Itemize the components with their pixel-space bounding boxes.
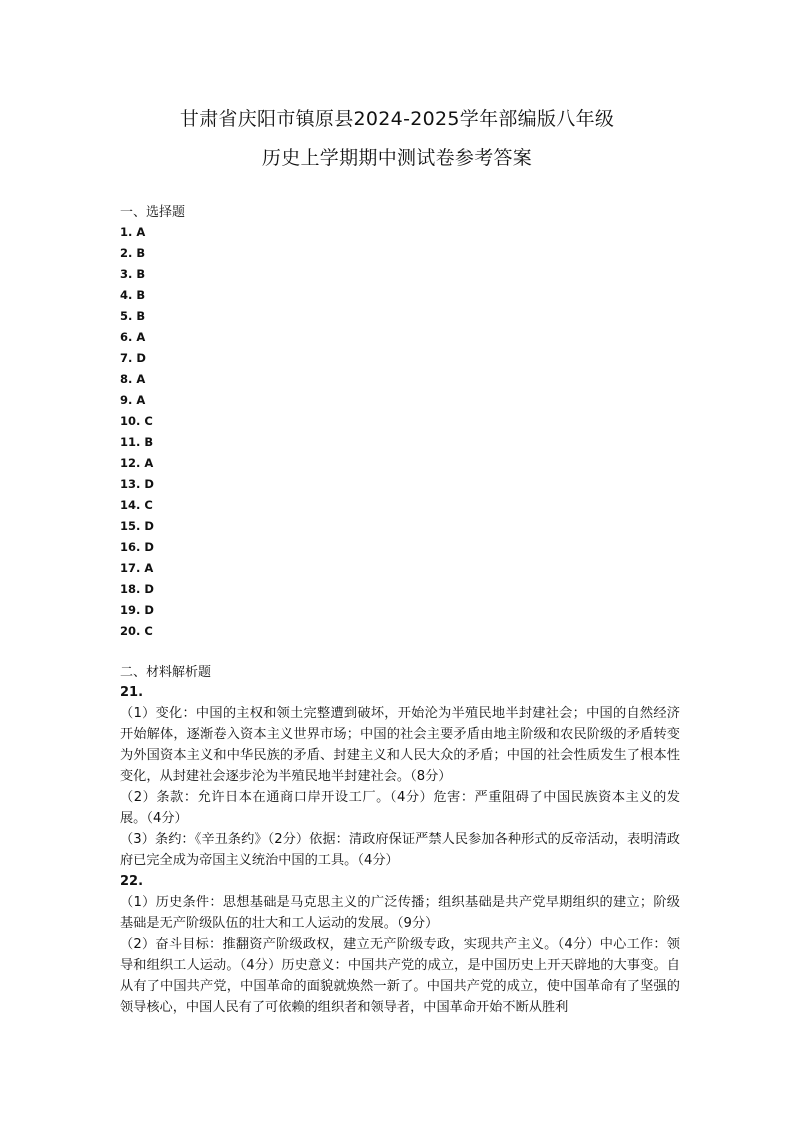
question-21-part-1: （1）变化：中国的主权和领土完整遭到破坏，开始沦为半殖民地半封建社会；中国的自然经济开始解体，逐渐卷入资本主义世界市场；中国的社会主要矛盾由地主阶级和农民阶级的矛盾转变为外国资本主义和中华民族的矛盾、封建主义和人民大众的矛盾；中国的社会性质发生了根本性变化，从封建社会逐步沦为半殖民地半封建社会。（8分）: [120, 706, 680, 784]
answer-item: 9. A: [120, 393, 146, 407]
answer-item: 7. D: [120, 351, 146, 365]
answer-item: 1. A: [120, 225, 146, 239]
document-title-line-2: 历史上学期期中测试卷参考答案: [261, 147, 533, 169]
answer-list: [120, 222, 680, 642]
section-heading-material: 二、材料解析题: [120, 665, 212, 680]
document-body: [120, 204, 680, 1018]
answer-item: 5. B: [120, 309, 146, 323]
answer-item: 14. C: [120, 498, 153, 512]
answer-item: 20. C: [120, 624, 153, 638]
question-21-part-3: （3）条约：《辛丑条约》（2分）依据：清政府保证严禁人民参加各种形式的反帝活动，表明清政府已完全成为帝国主义统治中国的工具。（4分）: [120, 832, 680, 868]
answer-item: 16. D: [120, 540, 154, 554]
answer-item: 11. B: [120, 435, 154, 449]
question-22-part-1: （1）历史条件：思想基础是马克思主义的广泛传播；组织基础是共产党早期组织的建立；阶级基础是无产阶级队伍的壮大和工人运动的发展。（9分）: [120, 895, 680, 931]
section-heading-choice: 一、选择题: [120, 205, 186, 220]
answer-item: 8. A: [120, 372, 146, 386]
answer-item: 17. A: [120, 561, 154, 575]
answer-item: 10. C: [120, 414, 153, 428]
question-number-21: 21.: [120, 685, 144, 700]
answer-item: 19. D: [120, 603, 154, 617]
answer-item: 3. B: [120, 267, 146, 281]
answer-item: 2. B: [120, 246, 146, 260]
document-title-line-1: 甘肃省庆阳市镇原县2024-2025学年部编版八年级: [179, 108, 615, 130]
question-22-part-2: （2）奋斗目标：推翻资产阶级政权，建立无产阶级专政，实现共产主义。（4分）中心工作：领导和组织工人运动。（4分）历史意义：中国共产党的成立，是中国历史上开天辟地的大事变。自从有了中国共产党，中国革命的面貌就焕然一新了。中国共产党的成立，使中国革命有了坚强的领导核心，中国人民有了可依赖的组织者和领导者，中国革命开始不断从胜利: [120, 937, 680, 1015]
question-21-part-2: （2）条款：允许日本在通商口岸开设工厂。（4分）危害：严重阻碍了中国民族资本主义的发展。（4分）: [120, 790, 680, 826]
answer-item: 4. B: [120, 288, 146, 302]
section-spacer: [120, 642, 680, 664]
question-number-22: 22.: [120, 874, 144, 889]
answer-item: 13. D: [120, 477, 154, 491]
answer-item: 18. D: [120, 582, 154, 596]
answer-item: 6. A: [120, 330, 146, 344]
answer-item: 15. D: [120, 519, 154, 533]
answer-item: 12. A: [120, 456, 154, 470]
